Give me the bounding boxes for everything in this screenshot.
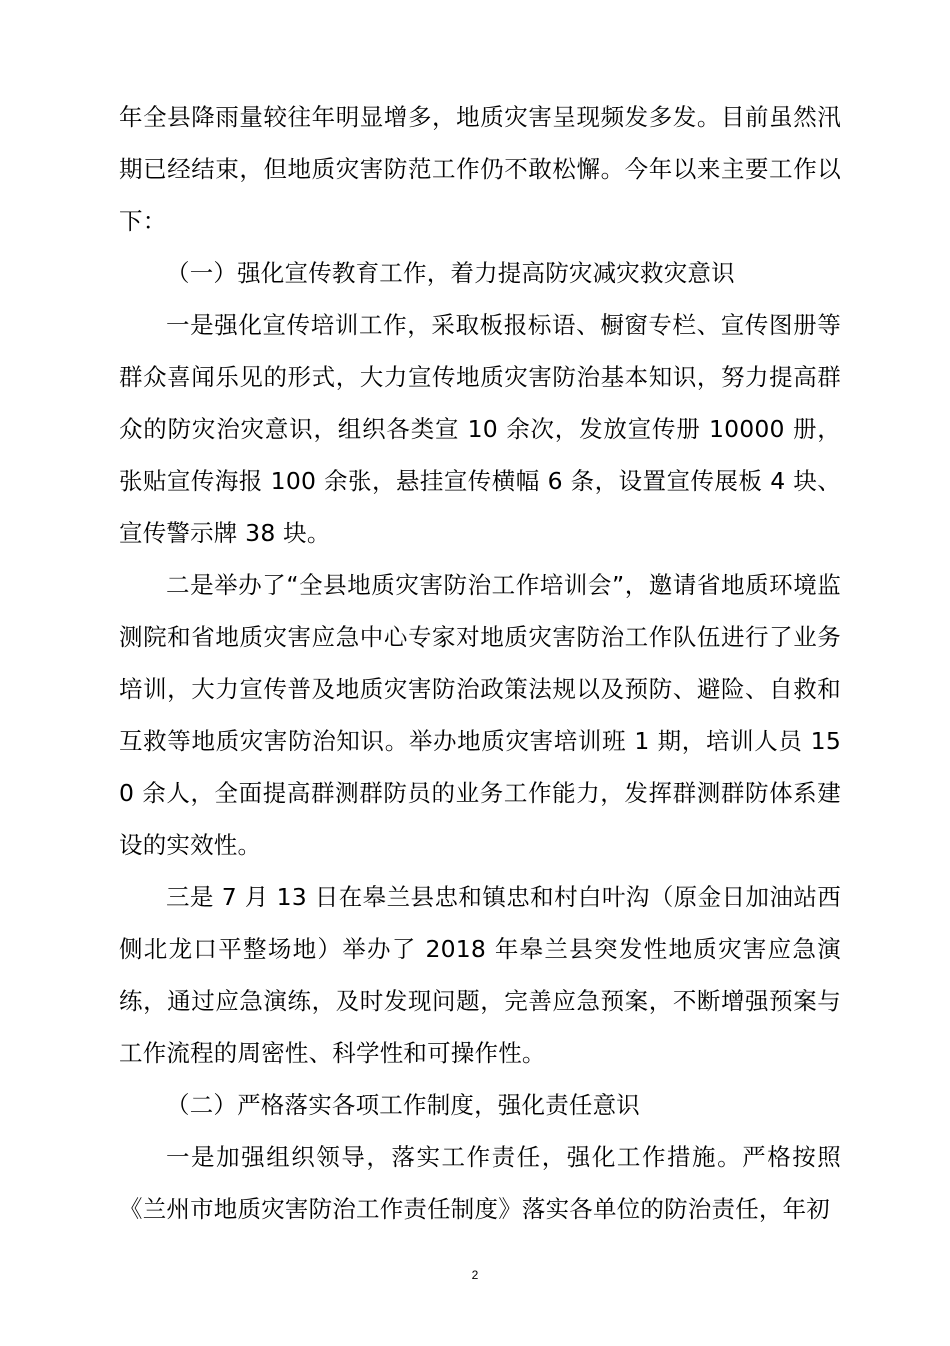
paragraph-publicity-training: 一是强化宣传培训工作，采取板报标语、橱窗专栏、宣传图册等群众喜闻乐见的形式，大力宣传地质灾害防治基本知识，努力提高群众的防灾治灾意识，组织各类宣 10 余次，发放宣传册 10000 册，张贴宣传海报 100 余张，悬挂宣传横幅 6 条，设置宣传展板 4 块、宣传警示牌 38 块。	[119, 311, 841, 547]
paragraph-organization-leadership: 一是加强组织领导，落实工作责任，强化工作措施。严格按照《兰州市地质灾害防治工作责任制度》落实各单位的防治责任，年初	[119, 1143, 841, 1223]
paragraph-emergency-drill: 三是 7 月 13 日在皋兰县忠和镇忠和村白叶沟（原金日加油站西侧北龙口平整场地）举办了 2018 年皋兰县突发性地质灾害应急演练，通过应急演练，及时发现问题，完善应急预案，不断增强预案与工作流程的周密性、科学性和可操作性。	[119, 883, 841, 1067]
page-number: 2	[471, 1268, 479, 1282]
section-heading-2: （二）严格落实各项工作制度，强化责任意识	[166, 1091, 640, 1119]
document-body	[119, 91, 841, 1235]
paragraph-training-meeting: 二是举办了“全县地质灾害防治工作培训会”，邀请省地质环境监测院和省地质灾害应急中心专家对地质灾害防治工作队伍进行了业务培训，大力宣传普及地质灾害防治政策法规以及预防、避险、自救和互救等地质灾害防治知识。举办地质灾害培训班 1 期，培训人员 150 余人，全面提高群测群防员的业务工作能力，发挥群测群防体系建设的实效性。	[119, 571, 841, 859]
section-heading-1: （一）强化宣传教育工作，着力提高防灾减灾救灾意识	[166, 259, 735, 287]
paragraph-continuation: 年全县降雨量较往年明显增多，地质灾害呈现频发多发。目前虽然汛期已经结束，但地质灾害防范工作仍不敢松懈。今年以来主要工作以下：	[119, 103, 841, 235]
